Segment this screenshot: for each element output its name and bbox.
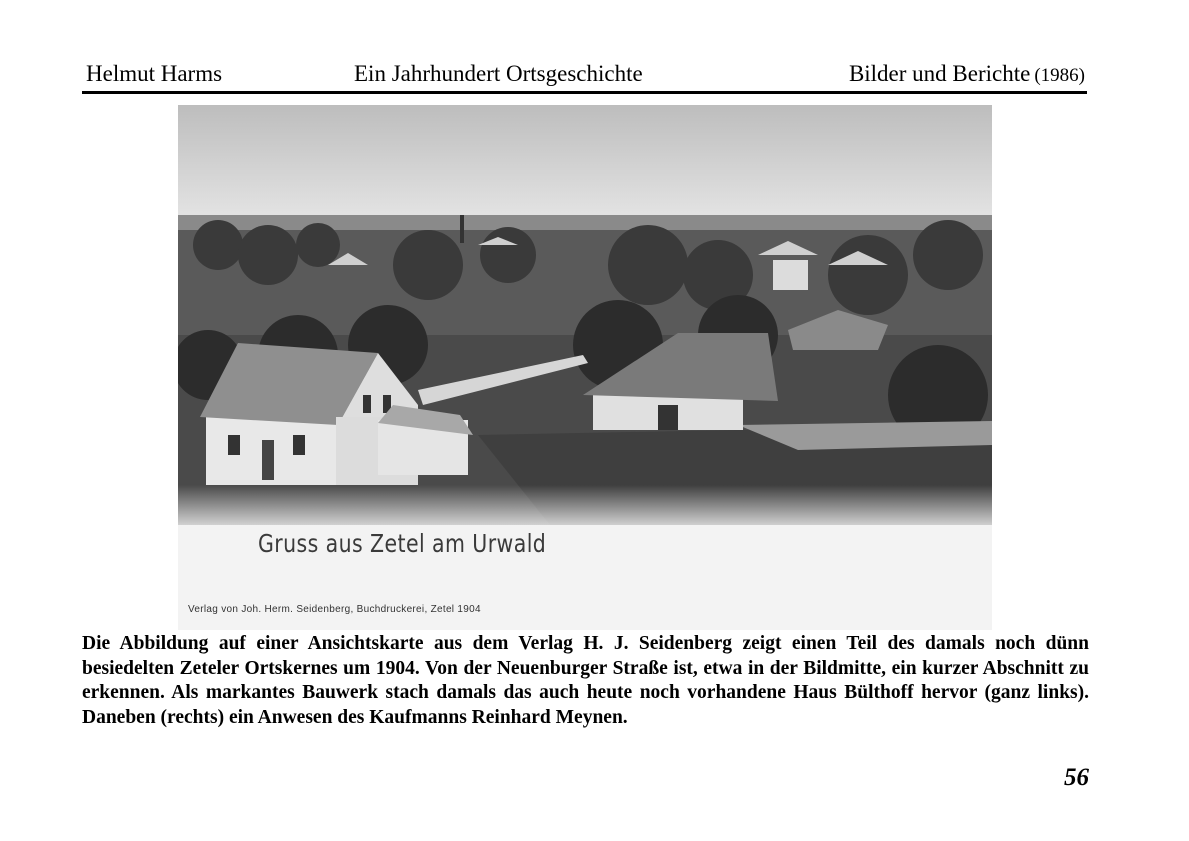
distant-house (773, 260, 808, 290)
running-header (82, 60, 1087, 90)
postcard-photo (178, 105, 992, 630)
header-subtitle: Bilder und Berichte (848, 61, 1031, 86)
header-series (849, 60, 1085, 90)
chimney-stack (460, 215, 464, 243)
postcard-greeting: Gruss aus Zetel am Urwald (258, 529, 547, 558)
photo-caption: Die Abbildung auf einer Ansichtskarte aus dem Verlag H. J. Seidenberg zeigt einen Teil des damals noch dünn besiedelten Zeteler Ortskernes um 1904. Von der Neuenburger Straße ist, etwa in der Bildmitte, ein kurzer Abschnitt zu erkennen. Als markantes Bauwerk stach damals das auch heute noch vorhandene Haus Bülthoff hervor (ganz links). Daneben (rechts) ein Anwesen des Kaufmanns Reinhard Meynen. (82, 633, 1089, 728)
header-author: Helmut Harms (86, 61, 223, 86)
sky (178, 105, 992, 225)
postcard-publisher-line: Verlag von Joh. Herm. Seidenberg, Buchdruckerei, Zetel 1904 (188, 604, 481, 615)
header-book-title: Ein Jahrhundert Ortsgeschichte (354, 61, 643, 86)
page-number: 56 (1064, 764, 1089, 791)
header-rule (82, 91, 1087, 94)
header-year: (1986) (1034, 65, 1085, 86)
